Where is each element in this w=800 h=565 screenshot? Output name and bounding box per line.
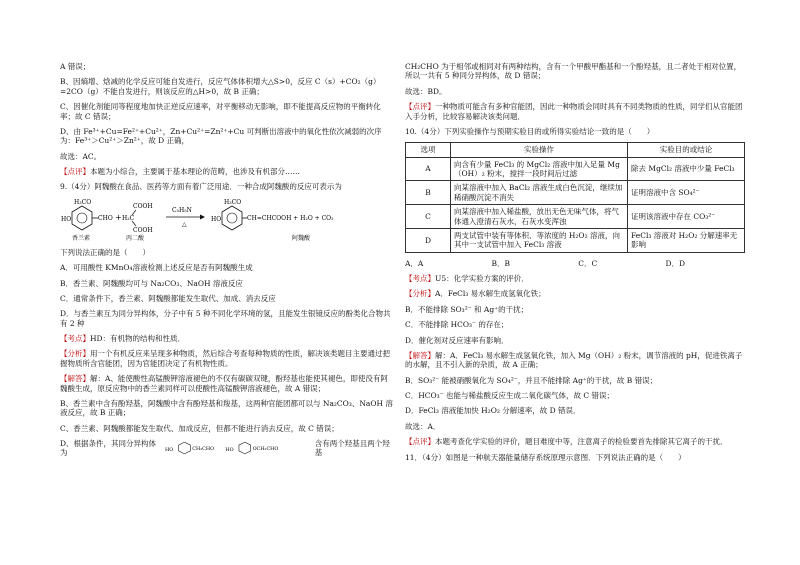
table-row bbox=[406, 157, 745, 181]
malonic-acid-structure bbox=[122, 203, 153, 242]
right-fenxi-text: A．FeCl₃ 易水解生成氢氧化铁； bbox=[435, 289, 546, 299]
reaction-arrow bbox=[166, 207, 205, 228]
right-jieda-text-1: 解：A．FeCl₃ 易水解生成氢氧化铁，加入 Mg（OH）₂ 粉末，调节溶液的 pH，促进铁离子的水解，且不引入新的杂质，故 A 正确； bbox=[405, 350, 743, 370]
text-a-wrong: A 错误； bbox=[60, 62, 91, 71]
right-review-text: 一种物质可能含有多种官能团，因此一种物质会同时具有不同类物质的性质，同学们从官能团入手分析，比较容易解决该类问题． bbox=[405, 102, 743, 121]
ferulic-och3: H₃CO bbox=[224, 198, 242, 206]
table-cell: 两支试管中装有等体积、等浓度的 H₂O₂ 溶液，向其中一支试管中加入 FeCl₃ 溶液 bbox=[451, 228, 628, 252]
right-kaodian-text: U5：化学实验方案的评价． bbox=[435, 274, 529, 283]
right-kaodian-tag: 【考点】 bbox=[405, 274, 435, 283]
answer-option-b: B．B bbox=[491, 258, 511, 268]
jieda-text-2: B、香兰素中含有酚羟基，阿魏酸中含有酚羟基和羧基，这两种官能团都可以与 Na₂CO₃、NaOH 溶液反应，故 B 正确； bbox=[60, 398, 393, 418]
table-header-operation: 实验操作 bbox=[451, 143, 628, 157]
right-jieda bbox=[405, 351, 745, 370]
text-option-d: D、由 Fe³⁺+Cu=Fe²⁺+Cu²⁺，Zn+Cu²⁺=Zn²⁺+Cu 可判断出溶液中的氧化性依次减弱的次序为：Fe³⁺＞Cu²⁺＞Zn²⁺，故 D 正确， bbox=[60, 126, 382, 146]
table-cell: 证明该溶液中存在 CO₃²⁻ bbox=[628, 205, 745, 229]
isomer2-tail: OCH₂CHO bbox=[252, 445, 279, 452]
right-fenxi-tag: 【分析】 bbox=[405, 289, 435, 299]
reagent-top: C₅H₅N bbox=[172, 206, 192, 214]
jieda-paragraph bbox=[60, 374, 395, 393]
isomer1-ho: HO bbox=[164, 446, 173, 453]
benzene-ring-1 bbox=[72, 206, 92, 230]
left-column bbox=[60, 62, 395, 463]
jieda-text-1: 解：A、能使酸性高锰酸钾溶液褪色的不仅有碳碳双键，酚羟基也能使其褪色，即使没有阿魏酸生成，原反应物中的香兰素同样可以使酸性高锰酸钾溶液褪色，故 A 错误； bbox=[60, 374, 388, 393]
ferulic-ho: HO bbox=[211, 215, 222, 223]
right-review-2-text: 本题考查化学实验的评价，题目难度中等，注意离子的检验要首先排除其它离子的干扰． bbox=[435, 437, 728, 447]
kaodian-text: HD：有机物的结构和性质． bbox=[90, 334, 186, 343]
jieda-tag: 【解答】 bbox=[60, 374, 90, 384]
kaodian-tag: 【考点】 bbox=[60, 334, 90, 343]
table-header-purpose: 实验目的或结论 bbox=[628, 143, 745, 157]
benzene-ring-2 bbox=[222, 206, 242, 230]
vanillin-ho: HO bbox=[61, 215, 72, 223]
isomer1-tail: CH₂CHO bbox=[191, 445, 214, 452]
jieda-text-3: C、香兰素、阿魏酸都能发生取代、加成反应，但都不能进行消去反应，故 C 错误； bbox=[60, 423, 339, 433]
right-jieda-4: D．FeCl₃ 溶液能加快 H₂O₂ 分解速率，故 D 错误． bbox=[405, 406, 581, 416]
name-vanillin: 香兰素 bbox=[72, 234, 91, 242]
question-ask: 下列说法正确的是（ ） bbox=[60, 247, 150, 257]
table-cell: FeCl₃ 溶液对 H₂O₂ 分解速率无影响 bbox=[628, 228, 745, 252]
vanillin-cho: CHO bbox=[98, 214, 113, 222]
answer-option-a: A．A bbox=[405, 258, 424, 268]
ferulic-tail: CH=CHCOOH + H₂O + CO₂ bbox=[247, 214, 334, 222]
table-cell: A bbox=[406, 157, 451, 181]
review-text: 本题为小综合，主要属于基本理论的范畴，也涉及有机部分…… bbox=[90, 167, 300, 176]
isomer2-ring bbox=[239, 442, 251, 454]
fenxi-tag: 【分析】 bbox=[60, 349, 90, 359]
reaction-scheme bbox=[60, 198, 395, 242]
review-paragraph bbox=[60, 167, 395, 176]
ring-1-circle bbox=[77, 213, 87, 223]
right-fenxi bbox=[405, 289, 745, 298]
question-10: 10.（4分）下列实验操作与预期实验目的或所得实验结论一致的是（ ） bbox=[405, 126, 655, 136]
answer-option-c: C．C bbox=[578, 258, 598, 268]
text-option-c: C、因催化剂能同等程度地加快正逆反应速率，对平衡移动无影响，即不能提高反应物的平衡转化率；故 C 错误； bbox=[60, 102, 381, 121]
table-cell: C bbox=[406, 205, 451, 229]
right-review bbox=[405, 102, 745, 121]
malonic-cooh-bot: COOH bbox=[133, 226, 153, 234]
table-cell: 除去 MgCl₂ 溶液中少量 FeCl₃ bbox=[628, 157, 745, 181]
arrow-head bbox=[200, 214, 205, 219]
table-cell: 向某溶液中加入 BaCl₂ 溶液生成白色沉淀，继续加稀硝酸沉淀不消失 bbox=[451, 181, 628, 205]
option-b: B．香兰素、阿魏酸均可与 Na₂CO₃、NaOH 溶液反应 bbox=[60, 278, 243, 288]
experiment-table bbox=[405, 142, 745, 252]
table-header-option: 选项 bbox=[406, 143, 451, 157]
right-fenxi-2: B．不能排除 SO₃²⁻ 和 Ag⁺的干扰； bbox=[405, 304, 529, 314]
option-d: D．与香兰素互为同分异构体，分子中有 5 种不同化学环境的氢，且能发生银镜反应的酚类化合物共有 2 种 bbox=[60, 309, 391, 328]
vanillin-structure bbox=[61, 199, 113, 242]
malonic-cooh-top: COOH bbox=[133, 202, 153, 210]
table-header-row bbox=[406, 143, 745, 157]
question-9: 9.（4分）阿魏酸在食品、医药等方面有着广泛用途．一种合成阿魏酸的反应可表示为 bbox=[60, 182, 342, 192]
jieda-4-lead: D、根据条件，其同分异构体为 bbox=[60, 438, 157, 457]
fenxi-paragraph bbox=[60, 349, 395, 368]
kaodian-paragraph bbox=[60, 334, 395, 343]
reagent-bottom: △ bbox=[182, 220, 187, 228]
right-fenxi-3: C．不能排除 HCO₃⁻ 的存在； bbox=[405, 320, 509, 330]
malonic-ch2: H₂C bbox=[122, 214, 135, 222]
fenxi-text: 用一个有机反应来呈现多种物质，然后综合考查每种物质的性质，解决该类题目主要通过把握物质所含官能团，因为官能团决定了有机物性质。 bbox=[60, 349, 390, 368]
right-jieda-5: 故选：A． bbox=[405, 421, 441, 431]
table-row bbox=[406, 181, 745, 205]
right-kaodian bbox=[405, 274, 745, 283]
right-answer: 故选：BD。 bbox=[405, 86, 447, 96]
question-11: 11．（4分）如图是一种航天器能量储存系统原理示意图．下列说法正确的是（ ） bbox=[405, 452, 686, 462]
jieda-text-4 bbox=[60, 439, 395, 457]
plus-sign: + bbox=[115, 212, 122, 222]
right-review-2 bbox=[405, 437, 745, 446]
right-cont-text: CH₂CHO 为于相邻或相同对有两种结构，含有一个甲酸甲酯基和一个酚羟基，且二者处于相对位置，所以一共有 5 种同分异构体，故 D 错误； bbox=[405, 62, 742, 81]
answer-option-d: D．D bbox=[665, 258, 685, 268]
isomer-structures bbox=[165, 440, 311, 456]
table-cell: 向含有少量 FeCl₃ 的 MgCl₂ 溶液中加入足量 Mg（OH）₂ 粉末，搅拌一段时间后过滤 bbox=[451, 157, 628, 181]
right-fenxi-4: D．催化剂对反应速率有影响． bbox=[405, 335, 509, 345]
right-review-tag: 【点评】 bbox=[405, 102, 435, 112]
right-review-2-tag: 【点评】 bbox=[405, 437, 435, 447]
right-column bbox=[405, 62, 745, 468]
vanillin-och3: H₃CO bbox=[74, 198, 92, 206]
right-jieda-3: C．HCO₃⁻ 也能与稀盐酸反应生成二氧化碳气体，故 C 错误； bbox=[405, 391, 615, 400]
text-answer: 故选：AC。 bbox=[60, 151, 102, 161]
table-cell: 证明溶液中含 SO₄²⁻ bbox=[628, 181, 745, 205]
ferulic-acid-structure bbox=[211, 199, 334, 242]
right-jieda-2: B．SO₃²⁻ 能被硝酸氧化为 SO₄²⁻，并且不能排除 Ag⁺的干扰，故 B 错误； bbox=[405, 375, 658, 385]
isomer2-ho: HO bbox=[225, 446, 234, 453]
table-row bbox=[406, 205, 745, 229]
jieda-4-tail: 含有两个羟基且两个羟基 bbox=[314, 438, 390, 457]
option-a: A．可用酸性 KMnO₄溶液检测上述反应是否有阿魏酸生成 bbox=[60, 263, 253, 273]
name-malonic: 丙二酸 bbox=[126, 234, 145, 242]
name-ferulic: 阿魏酸 bbox=[292, 234, 311, 242]
text-option-b: B、因熵增、焓减的化学反应可能自发进行，反应气体体积增大△S>0，反应 C（s）+CO₂（g）=2CO（g）不能自发进行，则该反应的△H>0，故 B 正确； bbox=[60, 77, 381, 96]
answer-options bbox=[405, 259, 685, 268]
right-jieda-tag: 【解答】 bbox=[405, 350, 435, 360]
ring-2-circle bbox=[227, 213, 237, 223]
reaction-svg bbox=[60, 198, 395, 242]
table-cell: D bbox=[406, 228, 451, 252]
option-c: C．通常条件下，香兰素、阿魏酸都能发生取代、加成、消去反应 bbox=[60, 293, 276, 303]
table-row bbox=[406, 228, 745, 252]
isomer1-ring bbox=[178, 442, 190, 454]
table-cell: 向某溶液中加入稀盐酸，放出无色无味气体，将气体通入澄清石灰水，石灰水变浑浊 bbox=[451, 205, 628, 229]
review-tag: 【点评】 bbox=[60, 167, 90, 176]
table-cell: B bbox=[406, 181, 451, 205]
